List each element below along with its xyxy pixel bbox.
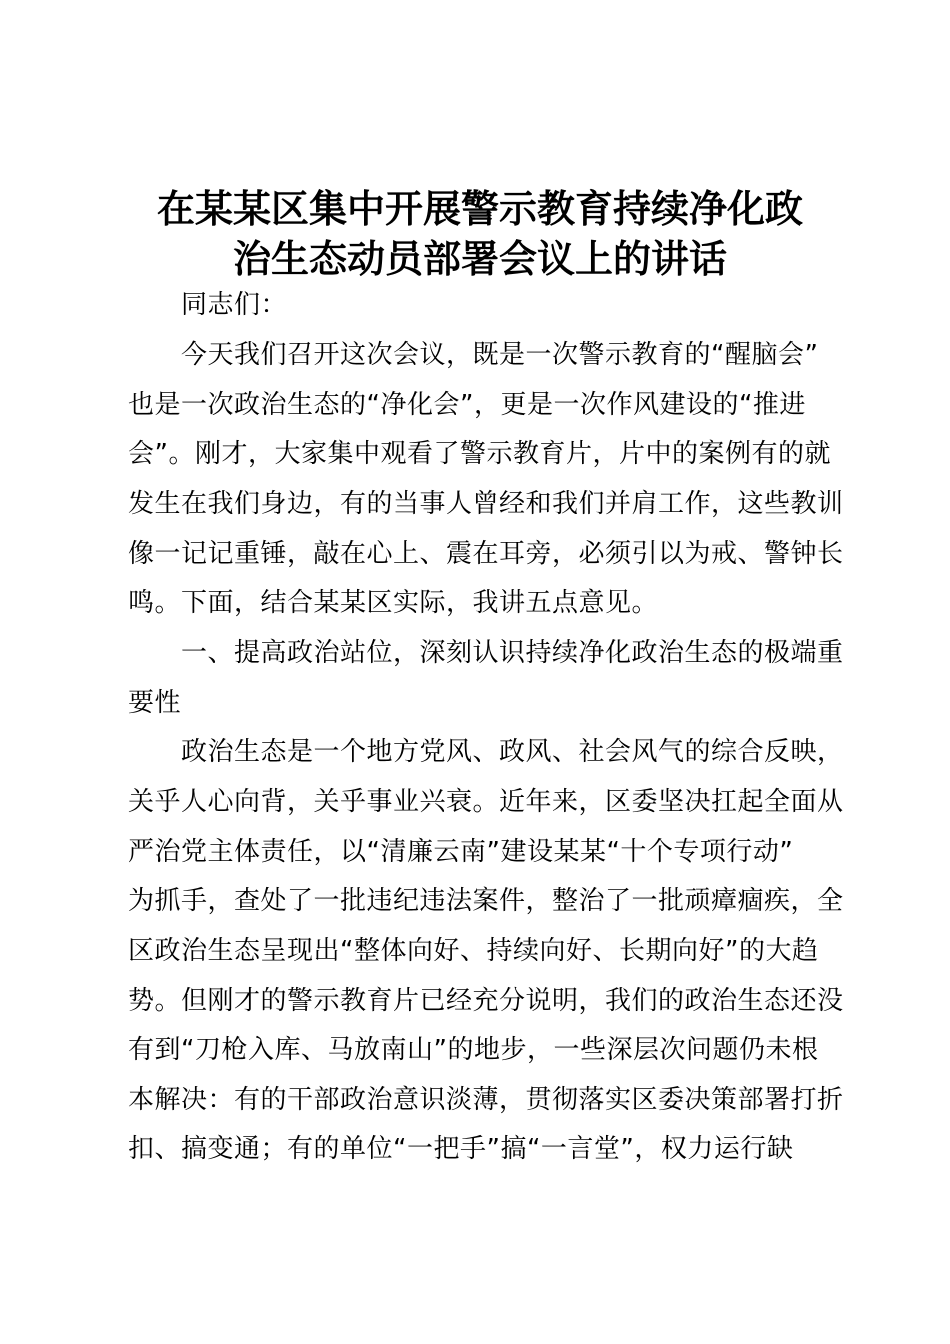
body-line: 严治党主体责任，以“清廉云南”建设某某“十个专项行动” bbox=[128, 837, 794, 867]
body-line: 势。但刚才的警示教育片已经充分说明，我们的政治生态还没 bbox=[128, 986, 844, 1016]
body-line: 像一记记重锤，敲在心上、震在耳旁，必须引以为戒、警钟长 bbox=[128, 539, 844, 569]
body-line: 为抓手，查处了一批违纪违法案件，整治了一批顽瘴痼疾，全 bbox=[128, 886, 844, 916]
salutation-line: 同志们： bbox=[128, 290, 288, 320]
section-heading-line: 要性 bbox=[128, 688, 182, 718]
body-line: 政治生态是一个地方党风、政风、社会风气的综合反映， bbox=[128, 737, 844, 767]
body-line: 鸣。下面，结合某某区实际，我讲五点意见。 bbox=[128, 588, 659, 618]
body-line: 发生在我们身边，有的当事人曾经和我们并肩工作，这些教训 bbox=[128, 489, 844, 519]
body-line: 今天我们召开这次会议，既是一次警示教育的“醒脑会” bbox=[128, 340, 819, 370]
body-line: 扣、搞变通；有的单位“一把手”搞“一言堂”，权力运行缺 bbox=[128, 1134, 794, 1164]
section-heading-line: 一、提高政治站位，深刻认识持续净化政治生态的极端重 bbox=[128, 638, 844, 668]
body-line: 区政治生态呈现出“整体向好、持续向好、长期向好”的大趋 bbox=[128, 936, 819, 966]
document-title-line-2: 治生态动员部署会议上的讲话 bbox=[232, 237, 727, 281]
body-line: 本解决：有的干部政治意识淡薄，贯彻落实区委决策部署打折 bbox=[128, 1085, 844, 1115]
body-line: 关乎人心向背，关乎事业兴衰。近年来，区委坚决扛起全面从 bbox=[128, 787, 844, 817]
body-line: 会”。刚才，大家集中观看了警示教育片，片中的案例有的就 bbox=[128, 439, 831, 469]
body-line: 也是一次政治生态的“净化会”，更是一次作风建设的“推进 bbox=[128, 390, 806, 420]
document-title-line-1: 在某某区集中开展警示教育持续净化政 bbox=[156, 187, 803, 231]
body-line: 有到“刀枪入库、马放南山”的地步，一些深层次问题仍未根 bbox=[128, 1035, 819, 1065]
